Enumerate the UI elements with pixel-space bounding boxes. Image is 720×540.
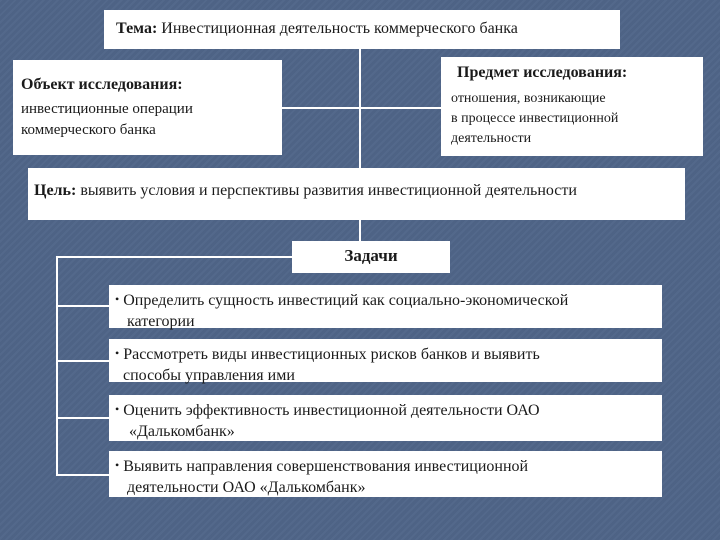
- object-text: инвестиционные операции коммерческого банка: [21, 101, 193, 138]
- task-2-line-1: Рассмотреть виды инвестиционных рисков банков и выявить: [123, 346, 540, 363]
- subject-box: [441, 57, 703, 156]
- task-item-3: [109, 395, 662, 441]
- bullet-icon: •: [115, 292, 120, 306]
- subject-line-1: отношения, возникающие: [451, 91, 606, 106]
- task-1-line-1: Определить сущность инвестиций как социально-экономической: [123, 292, 569, 309]
- bullet-icon: •: [115, 346, 120, 360]
- object-box: [13, 60, 282, 155]
- goal-box: [28, 168, 685, 220]
- bullet-icon: •: [115, 458, 120, 472]
- task-item-2: [109, 339, 662, 382]
- task-3-line-1: Оценить эффективность инвестиционной деятельности ОАО: [123, 402, 540, 419]
- task-3-line-2: «Далькомбанк»: [129, 423, 235, 440]
- connector-tasks-vertical: [56, 256, 58, 476]
- task-4-line-2: деятельности ОАО «Далькомбанк»: [127, 479, 366, 496]
- subject-label: Предмет исследования:: [457, 64, 628, 81]
- connector-task-1: [56, 305, 109, 307]
- goal-text: выявить условия и перспективы развития инвестиционной деятельности: [80, 182, 577, 199]
- bullet-icon: •: [115, 402, 120, 416]
- connector-horizontal-object-subject: [282, 107, 441, 109]
- tasks-title-box: [292, 241, 450, 273]
- connector-task-2: [56, 360, 109, 362]
- goal-label: Цель:: [34, 182, 77, 199]
- connector-goal-tasks: [359, 220, 361, 241]
- theme-box: [104, 10, 620, 49]
- object-label: Объект исследования:: [21, 76, 183, 93]
- task-item-1: [109, 285, 662, 328]
- task-4-line-1: Выявить направления совершенствования инвестиционной: [123, 458, 529, 475]
- tasks-title: Задачи: [344, 246, 398, 265]
- subject-line-3: деятельности: [451, 131, 532, 146]
- connector-tasks-left: [56, 256, 292, 258]
- task-1-line-2: категории: [127, 313, 195, 330]
- theme-label: Тема:: [116, 20, 158, 37]
- theme-text: Инвестиционная деятельность коммерческого банка: [161, 20, 518, 37]
- task-2-line-2: способы управления ими: [123, 367, 295, 384]
- connector-task-4: [56, 474, 109, 476]
- connector-task-3: [56, 417, 109, 419]
- task-item-4: [109, 451, 662, 497]
- subject-line-2: в процессе инвестиционной: [451, 111, 619, 126]
